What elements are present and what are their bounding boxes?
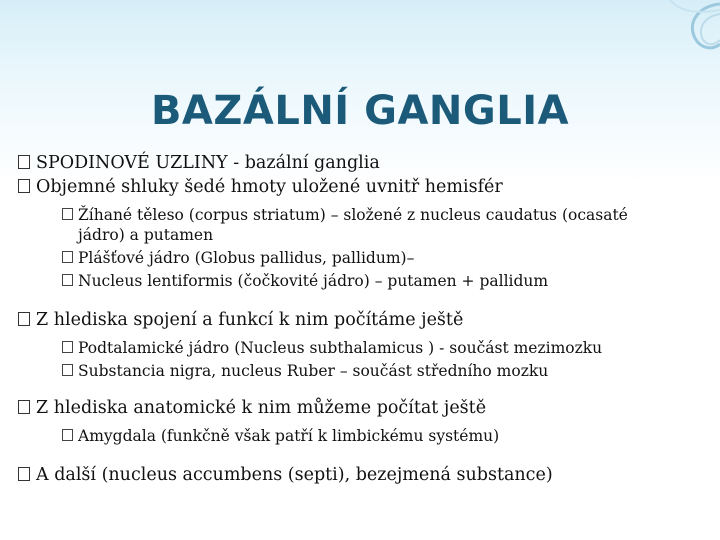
bullet-item <box>18 151 708 175</box>
corner-swirl-decoration <box>610 0 720 80</box>
bullet-text: A další (nucleus accumbens (septi), bezejmená substance) <box>36 465 553 485</box>
missing-glyph-box-icon <box>62 274 73 286</box>
sub-bullet-text: Nucleus lentiformis (čočkovité jádro) – putamen + pallidum <box>78 272 549 290</box>
missing-glyph-box-icon <box>18 400 30 414</box>
missing-glyph-box-icon <box>62 251 73 263</box>
bullet-text: Z hlediska spojení a funkcí k nim počítáme ještě <box>36 310 464 330</box>
sub-bullet-text: Substancia nigra, nucleus Ruber – součást středního mozku <box>78 362 549 380</box>
missing-glyph-box-icon <box>62 208 73 220</box>
sub-bullet-text: Podtalamické jádro (Nucleus subthalamicus ) - součást mezimozku <box>78 339 603 357</box>
sub-bullet-text: Žíhané těleso (corpus striatum) – složené z nucleus caudatus (ocasaté jádro) a putamen <box>78 206 628 244</box>
missing-glyph-box-icon <box>62 364 73 376</box>
sub-bullet-item <box>62 205 708 245</box>
bullet-text: Z hlediska anatomické k nim můžeme počítat ještě <box>36 398 487 418</box>
missing-glyph-box-icon <box>62 429 73 441</box>
sub-bullet-item <box>62 271 708 291</box>
sub-bullet-item <box>62 361 708 381</box>
sub-bullet-text: Plášťové jádro (Globus pallidus, pallidum)– <box>78 249 415 267</box>
bullet-item <box>18 463 708 487</box>
slide-content <box>18 151 708 487</box>
slide-title: BAZÁLNÍ GANGLIA <box>150 88 570 134</box>
sub-bullet-item <box>62 248 708 268</box>
missing-glyph-box-icon <box>18 155 30 169</box>
bullet-item <box>18 175 708 199</box>
missing-glyph-box-icon <box>18 467 30 481</box>
bullet-item <box>18 396 708 420</box>
missing-glyph-box-icon <box>18 312 30 326</box>
sub-bullet-text: Amygdala (funkčně však patří k limbickému systému) <box>78 427 500 445</box>
sub-bullet-item <box>62 426 708 446</box>
sub-bullet-item <box>62 338 708 358</box>
bullet-text: SPODINOVÉ UZLINY - bazální ganglia <box>36 153 380 173</box>
bullet-item <box>18 308 708 332</box>
missing-glyph-box-icon <box>62 341 73 353</box>
missing-glyph-box-icon <box>18 179 30 193</box>
bullet-text: Objemné shluky šedé hmoty uložené uvnitř hemisfér <box>36 177 503 197</box>
